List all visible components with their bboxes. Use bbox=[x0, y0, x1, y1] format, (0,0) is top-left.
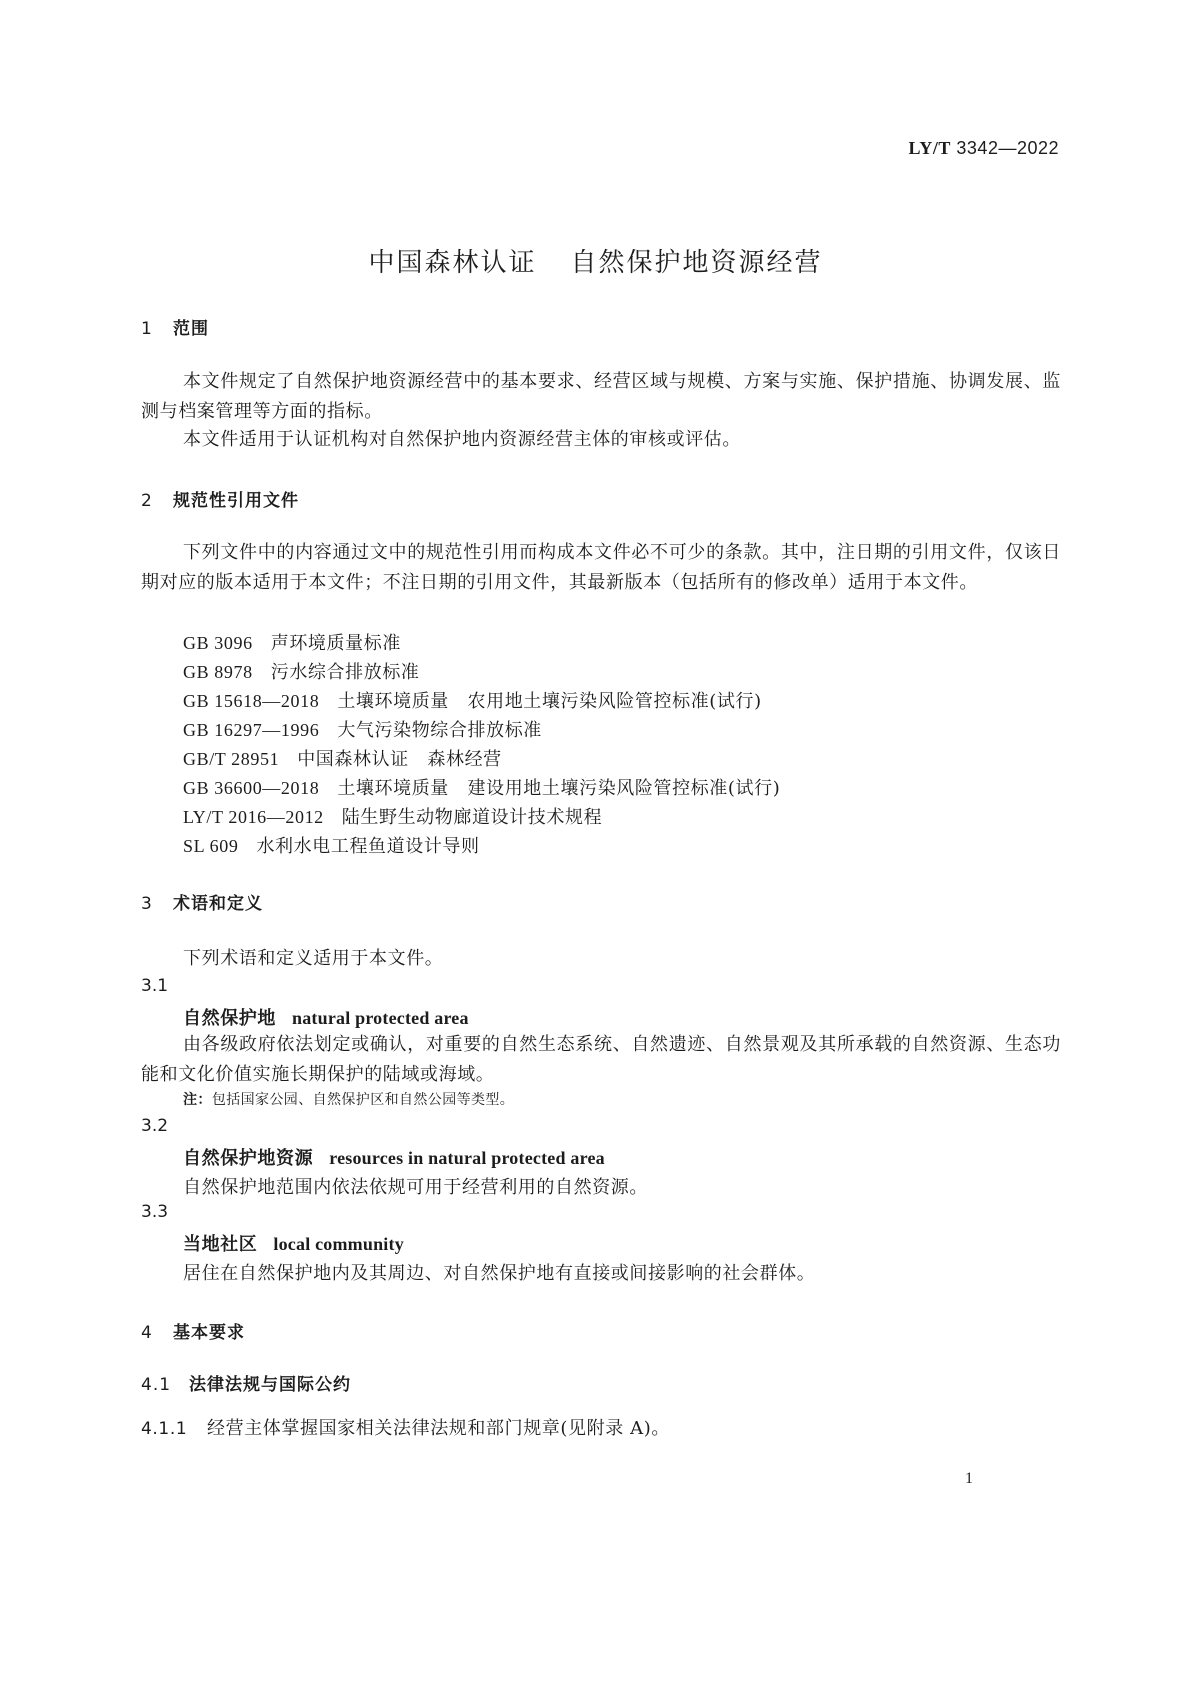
section-1-paragraph-2: 本文件适用于认证机构对自然保护地内资源经营主体的审核或评估。 bbox=[183, 429, 741, 450]
term-note bbox=[183, 1089, 514, 1109]
section-2-number: 2 bbox=[141, 491, 153, 511]
section-4-heading bbox=[141, 1318, 245, 1343]
term-definition: 自然保护地范围内依法依规可用于经营利用的自然资源。 bbox=[183, 1177, 648, 1198]
term-name-en: local community bbox=[273, 1234, 404, 1254]
reference-title: 水利水电工程鱼道设计导则 bbox=[256, 836, 480, 857]
reference-title: 中国森林认证 森林经营 bbox=[297, 749, 502, 770]
term-name-zh: 当地社区 bbox=[183, 1234, 258, 1255]
section-1-heading bbox=[141, 314, 209, 339]
document-code: 3342—2022 bbox=[956, 138, 1059, 158]
subsection-number: 4.1 bbox=[141, 1375, 172, 1395]
section-3-title: 术语和定义 bbox=[173, 894, 263, 914]
section-1-title: 范围 bbox=[173, 319, 209, 339]
reference-item bbox=[183, 745, 502, 771]
section-4-title: 基本要求 bbox=[173, 1323, 245, 1343]
reference-code: GB 36600—2018 bbox=[183, 778, 320, 798]
note-text: 包括国家公园、自然保护区和自然公园等类型。 bbox=[211, 1092, 515, 1108]
reference-item bbox=[183, 803, 602, 829]
reference-item bbox=[183, 658, 420, 684]
section-2-title: 规范性引用文件 bbox=[173, 491, 299, 511]
reference-title: 污水综合排放标准 bbox=[270, 662, 420, 683]
reference-code: GB 16297—1996 bbox=[183, 720, 320, 740]
term-number: 3.1 bbox=[141, 976, 169, 996]
term-number: 3.3 bbox=[141, 1202, 169, 1222]
term-name bbox=[183, 1144, 605, 1170]
term-number: 3.2 bbox=[141, 1116, 169, 1136]
document-prefix: LY/T bbox=[908, 138, 951, 158]
subsection-title: 法律法规与国际公约 bbox=[189, 1375, 351, 1395]
term-definition: 由各级政府依法划定或确认，对重要的自然生态系统、自然遗迹、自然景观及其所承载的自然资源、生态功能和文化价值实施长期保护的陆域或海域。 bbox=[141, 1034, 1061, 1085]
document-number bbox=[909, 138, 1059, 159]
section-2-heading bbox=[141, 486, 299, 511]
reference-item bbox=[183, 774, 780, 800]
reference-code: GB/T 28951 bbox=[183, 749, 280, 769]
section-3-number: 3 bbox=[141, 894, 153, 914]
page-title bbox=[0, 242, 1191, 279]
term-name-zh: 自然保护地资源 bbox=[183, 1148, 314, 1169]
term-name bbox=[183, 1004, 469, 1030]
subsection-4-1-heading bbox=[141, 1370, 351, 1395]
section-2-intro: 下列文件中的内容通过文中的规范性引用而构成本文件必不可少的条款。其中，注日期的引用文件，仅该日期对应的版本适用于本文件；不注日期的引用文件，其最新版本（包括所有的修改单）适用于本文件。 bbox=[141, 542, 1061, 593]
clause-number: 4.1.1 bbox=[141, 1419, 188, 1439]
clause-text: 经营主体掌握国家相关法律法规和部门规章(见附录 A)。 bbox=[207, 1418, 670, 1439]
reference-code: GB 15618—2018 bbox=[183, 691, 320, 711]
reference-item bbox=[183, 629, 401, 655]
reference-title: 声环境质量标准 bbox=[270, 633, 401, 654]
title-part-1: 中国森林认证 bbox=[368, 248, 537, 278]
reference-code: GB 3096 bbox=[183, 633, 253, 653]
clause-4-1-1 bbox=[141, 1414, 670, 1440]
term-name-en: natural protected area bbox=[292, 1008, 469, 1028]
section-3-intro: 下列术语和定义适用于本文件。 bbox=[183, 948, 444, 969]
reference-item bbox=[183, 687, 762, 713]
term-name bbox=[183, 1230, 404, 1256]
reference-title: 陆生野生动物廊道设计技术规程 bbox=[341, 807, 603, 828]
reference-code: LY/T 2016—2012 bbox=[183, 807, 324, 827]
page-number: 1 bbox=[965, 1470, 973, 1487]
reference-title: 大气污染物综合排放标准 bbox=[337, 720, 542, 741]
reference-code: GB 8978 bbox=[183, 662, 253, 682]
title-part-2: 自然保护地资源经营 bbox=[570, 248, 823, 278]
reference-code: SL 609 bbox=[183, 836, 239, 856]
section-3-heading bbox=[141, 889, 263, 914]
term-definition: 居住在自然保护地内及其周边、对自然保护地有直接或间接影响的社会群体。 bbox=[183, 1263, 816, 1284]
reference-title: 土壤环境质量 农用地土壤污染风险管控标准(试行) bbox=[337, 691, 762, 712]
term-name-en: resources in natural protected area bbox=[329, 1148, 605, 1168]
note-label: 注： bbox=[183, 1092, 212, 1108]
section-1-paragraph-1: 本文件规定了自然保护地资源经营中的基本要求、经营区域与规模、方案与实施、保护措施、协调发展、监测与档案管理等方面的指标。 bbox=[141, 371, 1061, 422]
reference-item bbox=[183, 832, 480, 858]
reference-title: 土壤环境质量 建设用地土壤污染风险管控标准(试行) bbox=[337, 778, 781, 799]
section-1-number: 1 bbox=[141, 319, 153, 339]
term-name-zh: 自然保护地 bbox=[183, 1008, 276, 1029]
reference-item bbox=[183, 716, 542, 742]
section-4-number: 4 bbox=[141, 1323, 153, 1343]
